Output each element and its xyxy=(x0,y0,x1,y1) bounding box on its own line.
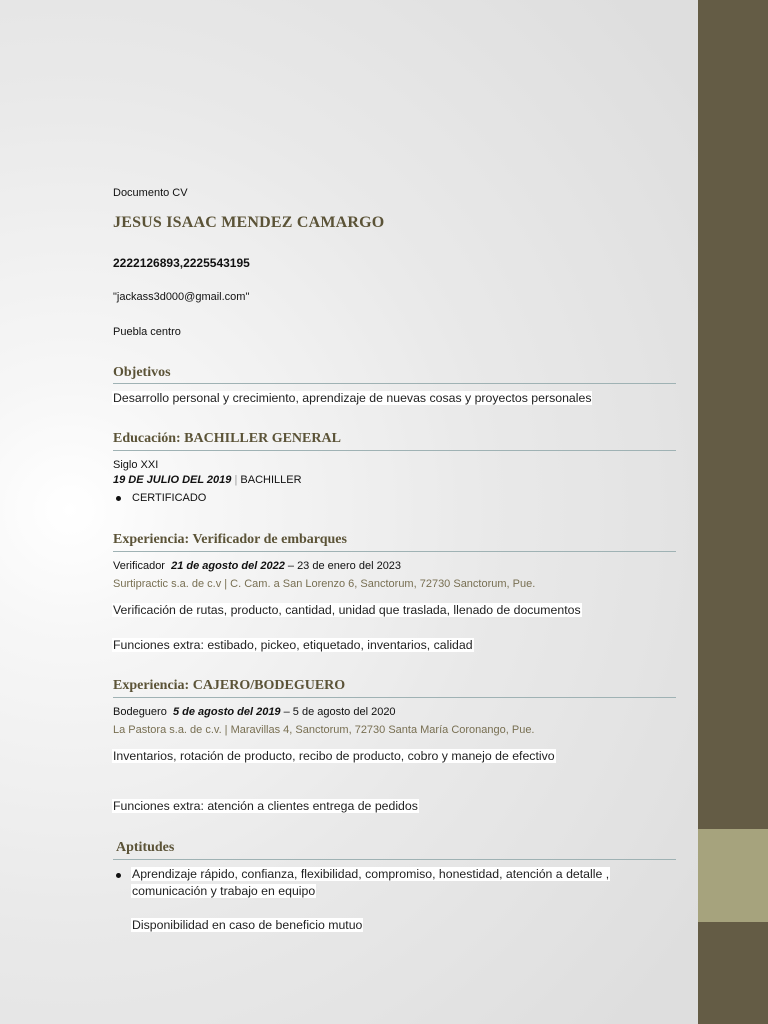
section-title-experiencia-1: Experiencia: Verificador de embarques xyxy=(113,532,347,547)
education-date-line xyxy=(113,474,302,486)
job-2-company: La Pastora s.a. de c.v. | Maravillas 4, Sanctorum, 72730 Santa María Coronango, Pue. xyxy=(113,724,535,736)
job-1-role: Verificador xyxy=(113,560,165,572)
document-label: Documento CV xyxy=(113,187,188,199)
job-2-end-date: – 5 de agosto del 2020 xyxy=(283,706,396,718)
section-divider xyxy=(113,859,676,860)
job-1-extra: Funciones extra: estibado, pickeo, etiquetado, inventarios, calidad xyxy=(113,638,473,652)
bullet-icon xyxy=(116,496,121,501)
candidate-name: JESUS ISAAC MENDEZ CAMARGO xyxy=(113,214,385,231)
education-degree: BACHILLER xyxy=(240,474,302,486)
location: Puebla centro xyxy=(113,326,181,338)
job-2-line xyxy=(113,706,396,718)
aptitudes-line-1: Aprendizaje rápido, confianza, flexibilidad, compromiso, honestidad, atención a detalle , xyxy=(132,867,610,881)
job-1-start-date: 21 de agosto del 2022 xyxy=(171,560,285,572)
job-2-extra: Funciones extra: atención a clientes entrega de pedidos xyxy=(113,799,418,813)
job-1-company: Surtipractic s.a. de c.v | C. Cam. a San Lorenzo 6, Sanctorum, 72730 Sanctorum, Pue. xyxy=(113,578,536,590)
sidebar-accent-block xyxy=(698,829,768,922)
school-name: Siglo XXI xyxy=(113,459,159,471)
bullet-icon xyxy=(116,873,121,878)
section-title-objetivos: Objetivos xyxy=(113,365,171,380)
aptitudes-line-2: comunicación y trabajo en equipo xyxy=(132,884,316,898)
job-2-role: Bodeguero xyxy=(113,706,167,718)
section-divider xyxy=(113,450,676,451)
objetivos-text: Desarrollo personal y crecimiento, aprendizaje de nuevas cosas y proyectos personales xyxy=(113,391,592,405)
job-2-start-date: 5 de agosto del 2019 xyxy=(172,706,281,718)
section-divider xyxy=(113,697,676,698)
education-date: 19 DE JULIO DEL 2019 xyxy=(113,474,232,486)
separator: | xyxy=(234,474,238,486)
aptitudes-line-3: Disponibilidad en caso de beneficio mutuo xyxy=(132,918,363,932)
section-title-aptitudes: Aptitudes xyxy=(116,840,175,855)
job-1-line xyxy=(113,560,401,572)
section-divider xyxy=(113,383,676,384)
section-divider xyxy=(113,551,676,552)
email-address: "jackass3d000@gmail.com" xyxy=(113,291,250,303)
job-1-end-date: – 23 de enero del 2023 xyxy=(287,560,402,572)
job-1-description: Verificación de rutas, producto, cantidad, unidad que traslada, llenado de documentos xyxy=(113,603,581,617)
phone-numbers: 2222126893,2225543195 xyxy=(113,256,250,270)
section-title-experiencia-2: Experiencia: CAJERO/BODEGUERO xyxy=(113,678,346,693)
job-2-description: Inventarios, rotación de producto, recibo de producto, cobro y manejo de efectivo xyxy=(113,749,555,763)
education-bullet-item: CERTIFICADO xyxy=(132,492,207,504)
section-title-educacion: Educación: BACHILLER GENERAL xyxy=(113,431,341,446)
